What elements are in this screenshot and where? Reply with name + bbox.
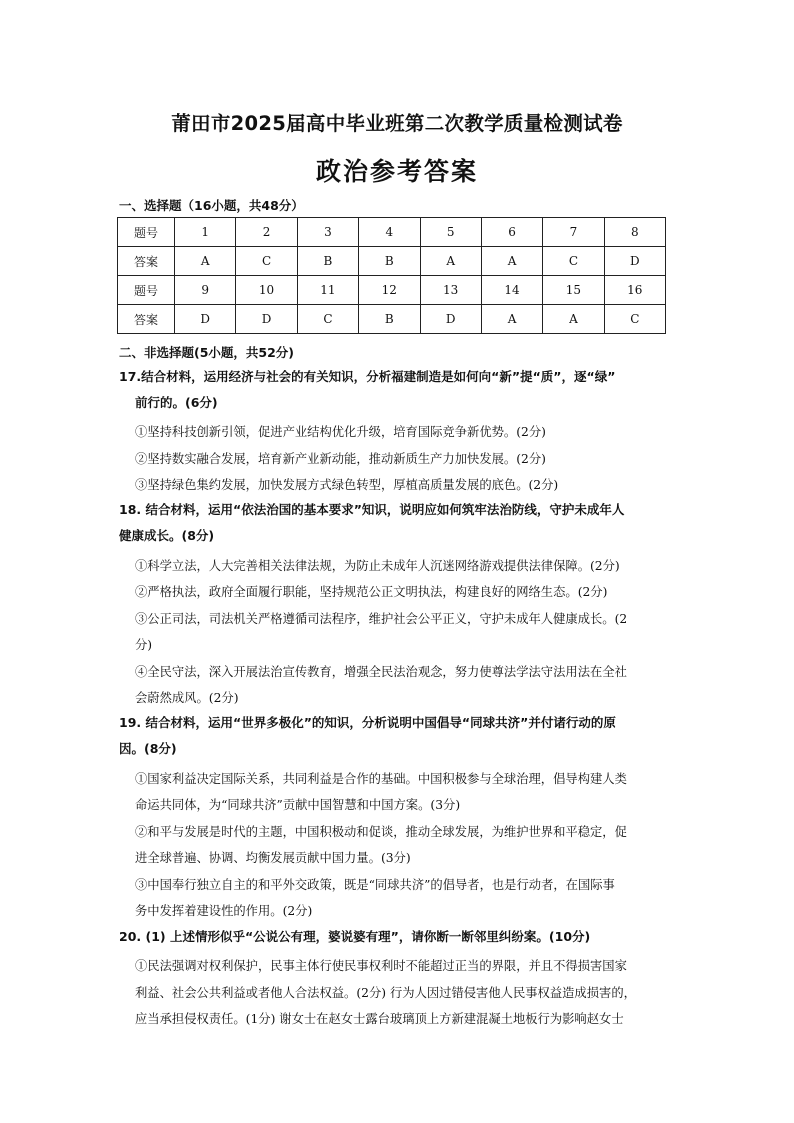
question-18-answer-3: ③公正司法，司法机关严格遵循司法程序，维护社会公平正义，守护未成年人健康成长。(2 bbox=[135, 612, 628, 626]
table-cell: A bbox=[481, 247, 542, 276]
question-18-stem bbox=[119, 497, 679, 549]
exam-subtitle: 政治参考答案 bbox=[315, 157, 478, 186]
table-cell: D bbox=[236, 305, 297, 334]
table-row bbox=[118, 276, 666, 305]
table-row bbox=[118, 218, 666, 247]
table-cell: A bbox=[543, 305, 604, 334]
table-cell: 题号 bbox=[118, 218, 175, 247]
question-17-stem bbox=[119, 364, 679, 416]
question-17-stem-line2: 前行的。(6分) bbox=[135, 395, 218, 410]
table-cell: B bbox=[359, 305, 420, 334]
table-cell: 14 bbox=[481, 276, 542, 305]
question-18-answer-2: ②严格执法，政府全面履行职能，坚持规范公正文明执法，构建良好的网络生态。(2分) bbox=[135, 585, 608, 599]
table-cell: A bbox=[420, 247, 481, 276]
question-19-stem-line2: 因。(8分) bbox=[119, 741, 177, 756]
question-19-answer-1-cont: 命运共同体，为“同球共济”贡献中国智慧和中国方案。(3分) bbox=[135, 798, 461, 812]
table-cell: B bbox=[359, 247, 420, 276]
question-17-stem-line1: 17.结合材料，运用经济与社会的有关知识，分析福建制造是如何向“新”提“质”，逐“绿” bbox=[119, 369, 616, 384]
question-20-stem-line1: 20. (1) 上述情形似乎“公说公有理，婆说婆有理”，请你断一断邻里纠纷案。(10分) bbox=[119, 929, 591, 944]
table-cell: 3 bbox=[297, 218, 358, 247]
question-19-answer-2-cont: 进全球普遍、协调、均衡发展贡献中国力量。(3分) bbox=[135, 851, 411, 865]
table-cell: 10 bbox=[236, 276, 297, 305]
exam-title: 莆田市2025届高中毕业班第二次教学质量检测试卷 bbox=[171, 112, 623, 135]
section2-heading: 二、非选择题(5小题，共52分) bbox=[119, 345, 295, 360]
table-cell: A bbox=[481, 305, 542, 334]
question-17-answer-1: ①坚持科技创新引领，促进产业结构优化升级，培育国际竞争新优势。(2分) bbox=[135, 425, 546, 439]
section1-heading: 一、选择题（16小题，共48分） bbox=[119, 198, 304, 213]
question-18-stem-line1: 18. 结合材料，运用“依法治国的基本要求”知识，说明应如何筑牢法治防线，守护未成年人 bbox=[119, 502, 625, 517]
table-row bbox=[118, 247, 666, 276]
question-18-answer-1: ①科学立法，人大完善相关法律法规，为防止未成年人沉迷网络游戏提供法律保障。(2分) bbox=[135, 559, 620, 573]
question-18-stem-line2: 健康成长。(8分) bbox=[119, 528, 215, 543]
question-19-stem bbox=[119, 710, 679, 762]
question-17-answer-2: ②坚持数实融合发展，培育新产业新动能，推动新质生产力加快发展。(2分) bbox=[135, 452, 546, 466]
table-cell: 15 bbox=[543, 276, 604, 305]
question-19-answer-3-cont: 务中发挥着建设性的作用。(2分) bbox=[135, 904, 313, 918]
table-cell: C bbox=[236, 247, 297, 276]
table-cell: 5 bbox=[420, 218, 481, 247]
table-cell: A bbox=[175, 247, 236, 276]
table-cell: 6 bbox=[481, 218, 542, 247]
table-cell: 答案 bbox=[118, 247, 175, 276]
table-cell: D bbox=[175, 305, 236, 334]
table-cell: D bbox=[604, 247, 665, 276]
table-cell: 12 bbox=[359, 276, 420, 305]
table-cell: D bbox=[420, 305, 481, 334]
table-cell: 4 bbox=[359, 218, 420, 247]
question-20-answer-line1: ①民法强调对权利保护，民事主体行使民事权利时不能超过正当的界限，并且不得损害国家 bbox=[135, 959, 627, 973]
question-20-stem bbox=[119, 924, 679, 950]
table-row bbox=[118, 305, 666, 334]
question-17-answer-3: ③坚持绿色集约发展，加快发展方式绿色转型，厚植高质量发展的底色。(2分) bbox=[135, 478, 559, 492]
table-cell: B bbox=[297, 247, 358, 276]
question-18-answer-3-cont: 分) bbox=[135, 638, 153, 652]
table-cell: 9 bbox=[175, 276, 236, 305]
table-cell: 7 bbox=[543, 218, 604, 247]
table-cell: C bbox=[543, 247, 604, 276]
table-cell: 16 bbox=[604, 276, 665, 305]
question-19-stem-line1: 19. 结合材料，运用“世界多极化”的知识，分析说明中国倡导“同球共济”并付诸行动的原 bbox=[119, 715, 616, 730]
table-cell: 1 bbox=[175, 218, 236, 247]
question-19-answer-3: ③中国奉行独立自主的和平外交政策，既是“同球共济”的倡导者，也是行动者，在国际事 bbox=[135, 878, 615, 892]
question-20-answer-line3: 应当承担侵权责任。(1分) 谢女士在赵女士露台玻璃顶上方新建混凝土地板行为影响赵女士 bbox=[135, 1012, 624, 1026]
choice-answer-table bbox=[117, 217, 666, 334]
question-18-answer-4-cont: 会蔚然成风。(2分) bbox=[135, 691, 239, 705]
table-cell: C bbox=[604, 305, 665, 334]
question-20-answer-line2: 利益、社会公共利益或者他人合法权益。(2分) 行为人因过错侵害他人民事权益造成损害的， bbox=[135, 986, 636, 1000]
question-18-answer-4: ④全民守法，深入开展法治宣传教育，增强全民法治观念，努力使尊法学法守法用法在全社 bbox=[135, 665, 627, 679]
table-cell: 11 bbox=[297, 276, 358, 305]
table-cell: 2 bbox=[236, 218, 297, 247]
table-cell: C bbox=[297, 305, 358, 334]
question-19-answer-2: ②和平与发展是时代的主题，中国积极动和促谈，推动全球发展，为维护世界和平稳定，促 bbox=[135, 825, 627, 839]
table-cell: 题号 bbox=[118, 276, 175, 305]
table-cell: 答案 bbox=[118, 305, 175, 334]
question-19-answer-1: ①国家利益决定国际关系，共同利益是合作的基础。中国积极参与全球治理，倡导构建人类 bbox=[135, 772, 627, 786]
table-cell: 13 bbox=[420, 276, 481, 305]
table-cell: 8 bbox=[604, 218, 665, 247]
